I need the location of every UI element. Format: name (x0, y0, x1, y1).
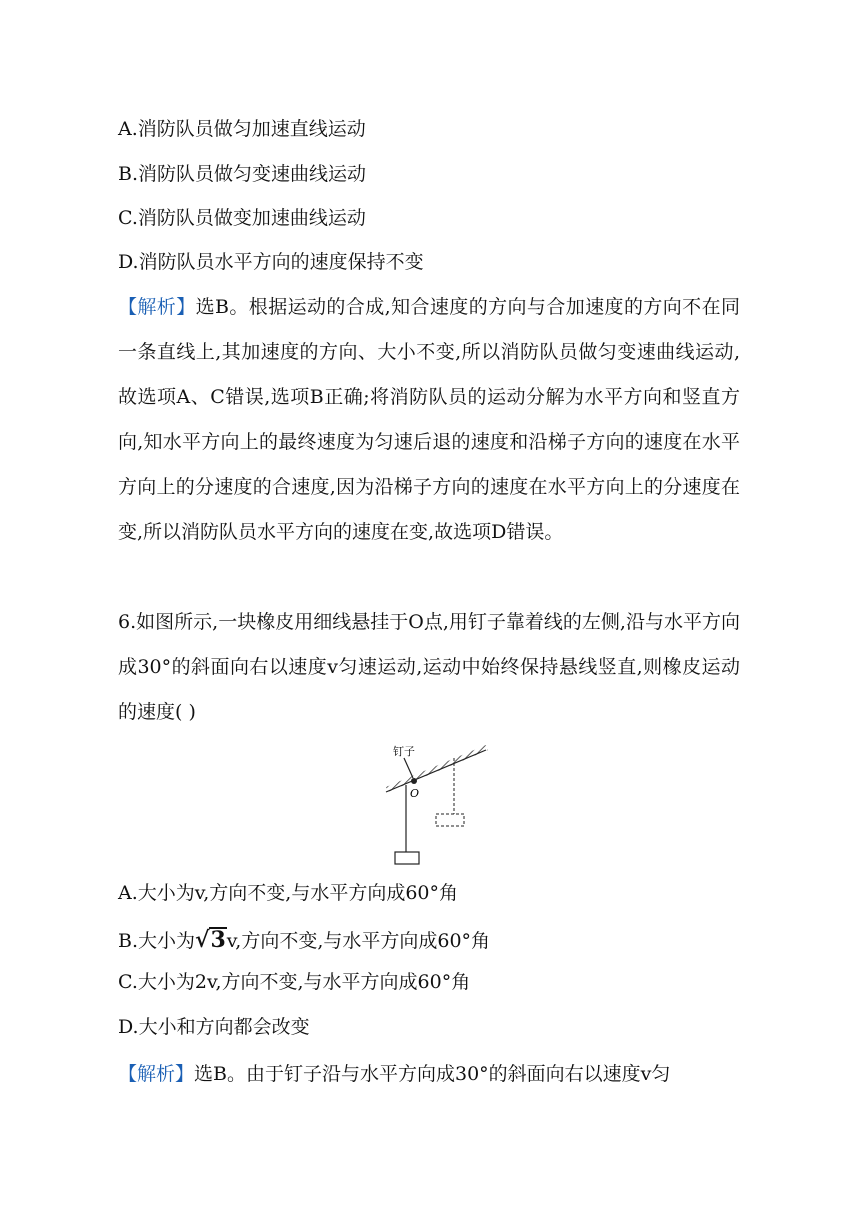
q5-analysis (118, 285, 740, 555)
q6-stem (118, 600, 740, 735)
q5-option-a: A.消防队员做匀加速直线运动 (118, 118, 366, 140)
q6-option-b-suffix: v,方向不变,与水平方向成60°角 (226, 930, 491, 952)
sqrt-radicand: 3 (210, 927, 226, 953)
q6-analysis (118, 1063, 670, 1085)
q5-option-c: C.消防队员做变加速曲线运动 (118, 207, 366, 229)
q6-option-b-prefix: B.大小为 (118, 930, 196, 952)
nail-icon (411, 778, 417, 784)
dashed-eraser-block (436, 814, 464, 826)
q6-option-b (118, 927, 490, 952)
q6-option-d: D.大小和方向都会改变 (118, 1016, 310, 1038)
incline-nail-diagram (378, 732, 488, 870)
sqrt-symbol: √ 3 (195, 927, 226, 953)
q6-option-c: C.大小为2v,方向不变,与水平方向成60°角 (118, 971, 471, 993)
q6-option-a: A.大小为v,方向不变,与水平方向成60°角 (118, 882, 458, 904)
q5-option-d: D.消防队员水平方向的速度保持不变 (118, 251, 424, 273)
q6-stem-text: 6.如图所示,一块橡皮用细线悬挂于O点,用钉子靠着线的左侧,沿与水平方向成30°的斜面向右以速度v匀速运动,运动中始终保持悬线竖直,则橡皮运动的速度( ) (118, 611, 740, 723)
analysis-tag: 【解析】 (118, 1063, 195, 1085)
q6-analysis-text: 选B。由于钉子沿与水平方向成30°的斜面向右以速度v匀 (194, 1063, 671, 1085)
point-o-label: O (410, 787, 420, 800)
q5-option-b: B.消防队员做匀变速曲线运动 (118, 163, 367, 185)
eraser-block (395, 852, 419, 864)
nail-pointer (404, 758, 413, 778)
analysis-tag: 【解析】 (118, 296, 196, 318)
q5-analysis-text: 选B。根据运动的合成,知合速度的方向与合加速度的方向不在同一条直线上,其加速度的方向、大小不变,所以消防队员做匀变速曲线运动,故选项A、C错误,选项B正确;将消防队员的运动分解为水平方向和竖直方向,知水平方向上的最终速度为匀速后退的速度和沿梯子方向的速度在水平方向上的分速度的合速度,因为沿梯子方向的速度在水平方向上的分速度在变,所以消防队员水平方向的速度在变,故选项D错误。 (118, 296, 740, 543)
q6-figure (378, 732, 488, 870)
nail-label: 钉子 (393, 745, 415, 758)
